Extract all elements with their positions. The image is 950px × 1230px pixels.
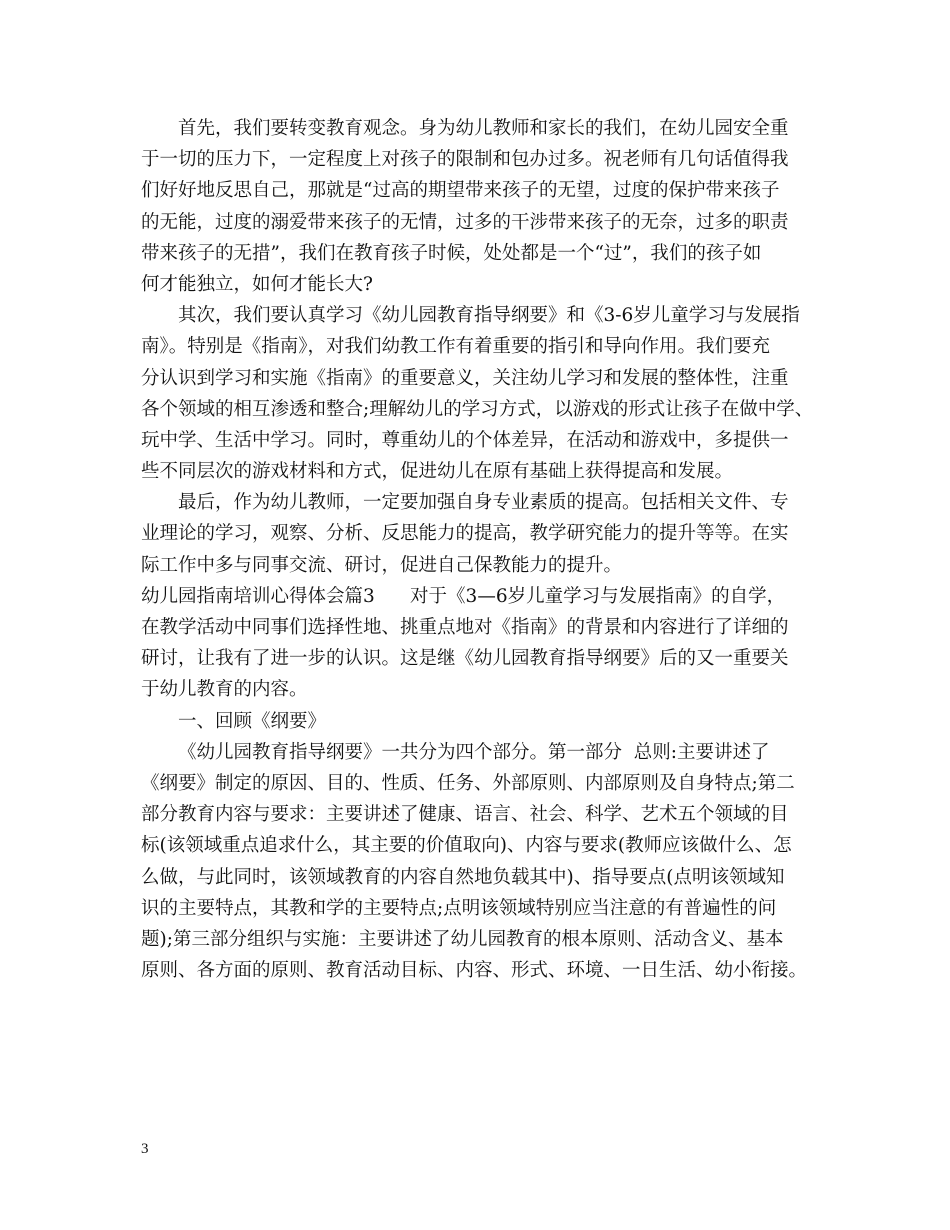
paragraph-line: 南》。特别是《指南》，对我们幼教工作有着重要的指引和导向作用。我们要充 — [141, 336, 771, 358]
paragraph-line: 题);第三部分组织与实施：主要讲述了幼儿园教育的根本原则、活动含义、基本 — [141, 928, 784, 950]
paragraph-line: 于幼儿教育的内容。 — [141, 679, 308, 701]
paragraph-line: 《幼儿园教育指导纲要》一共分为四个部分。第一部分 总则:主要讲述了 — [178, 741, 770, 763]
document-body — [141, 113, 831, 986]
paragraph-line: 《纲要》制定的原因、目的、性质、任务、外部原则、内部原则及自身特点;第二 — [141, 772, 795, 794]
section-heading-line: 幼儿园指南培训心得体会篇3 对于《3—6岁儿童学习与发展指南》的自学， — [141, 585, 786, 607]
paragraph-line: 原则、各方面的原则、教育活动目标、内容、形式、环境、一日生活、幼小衔接。 — [141, 960, 808, 982]
paragraph-line: 标(该领域重点追求什么，其主要的价值取向)、内容与要求(教师应该做什么、怎 — [141, 835, 792, 857]
paragraph-line: 些不同层次的游戏材料和方式，促进幼儿在原有基础上获得提高和发展。 — [141, 461, 734, 483]
paragraph-line: 各个领域的相互渗透和整合;理解幼儿的学习方式，以游戏的形式让孩子在做中学、 — [141, 398, 814, 420]
paragraph-line: 研讨，让我有了进一步的认识。这是继《幼儿园教育指导纲要》后的又一重要关 — [141, 648, 789, 670]
paragraph-line: 分认识到学习和实施《指南》的重要意义，关注幼儿学习和发展的整体性，注重 — [141, 367, 789, 389]
paragraph-line: 于一切的压力下，一定程度上对孩子的限制和包办过多。祝老师有几句话值得我 — [141, 149, 789, 171]
paragraph-line: 玩中学、生活中学习。同时，尊重幼儿的个体差异，在活动和游戏中，多提供一 — [141, 429, 789, 451]
paragraph-line: 带来孩子的无措”，我们在教育孩子时候，处处都是一个“过”，我们的孩子如 — [141, 242, 762, 264]
paragraph-line: 其次，我们要认真学习《幼儿园教育指导纲要》和《3-6岁儿童学习与发展指 — [178, 305, 800, 327]
paragraph-line: 的无能，过度的溺爱带来孩子的无情，过多的干涉带来孩子的无奈，过多的职责 — [141, 211, 789, 233]
subheading-line: 一、回顾《纲要》 — [178, 710, 327, 732]
paragraph-line: 在教学活动中同事们选择性地、挑重点地对《指南》的背景和内容进行了详细的 — [141, 617, 789, 638]
paragraph-line: 么做，与此同时，该领域教育的内容自然地负载其中)、指导要点(点明该领域知 — [141, 866, 785, 888]
paragraph-line: 们好好地反思自己，那就是“过高的期望带来孩子的无望，过度的保护带来孩子 — [141, 180, 780, 202]
paragraph-line: 识的主要特点，其教和学的主要特点;点明该领域特别应当注意的有普遍性的问 — [141, 897, 777, 919]
paragraph-line: 业理论的学习，观察、分析、反思能力的提高，教学研究能力的提升等等。在实 — [141, 523, 789, 545]
paragraph-line: 最后，作为幼儿教师，一定要加强自身专业素质的提高。包括相关文件、专 — [178, 492, 789, 514]
paragraph-line: 何才能独立，如何才能长大? — [141, 273, 373, 295]
page-number: 3 — [141, 1141, 149, 1157]
paragraph-line: 际工作中多与同事交流、研讨，促进自己保教能力的提升。 — [141, 554, 623, 576]
paragraph-line: 部分教育内容与要求：主要讲述了健康、语言、社会、科学、艺术五个领域的目 — [141, 804, 789, 826]
paragraph-line: 首先，我们要转变教育观念。身为幼儿教师和家长的我们，在幼儿园安全重 — [178, 118, 789, 139]
